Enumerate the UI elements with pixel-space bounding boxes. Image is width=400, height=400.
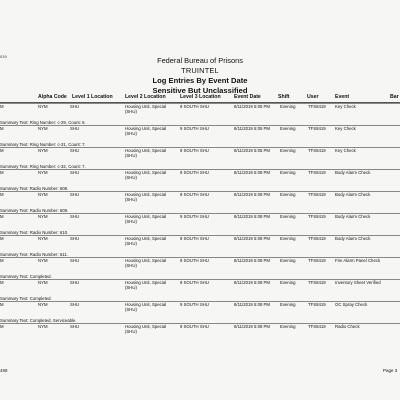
row-marker: M xyxy=(0,126,4,131)
level1-location: SHU xyxy=(70,104,80,109)
shift: Evening xyxy=(280,302,296,307)
alpha-code: NYM xyxy=(38,170,48,175)
event: Body Alarm Check xyxy=(335,236,371,241)
user: TFS8419 xyxy=(308,192,326,197)
level1-location: SHU xyxy=(70,170,80,175)
level1-location: SHU xyxy=(70,324,80,329)
level2-location: Housing Unit, Special (SHU) xyxy=(125,170,167,180)
row-marker: M xyxy=(0,170,4,175)
row-marker: M xyxy=(0,324,4,329)
user: TFS8419 xyxy=(308,214,326,219)
event: Key Check xyxy=(335,104,356,109)
col-user: User xyxy=(307,94,319,100)
event: Body Alarm Check xyxy=(335,170,371,175)
shift: Evening xyxy=(280,324,296,329)
col-level1: Level 1 Location xyxy=(72,94,113,100)
report-header xyxy=(0,56,400,96)
level3-location: 9 SOUTH SHU xyxy=(180,192,209,197)
level2-location: Housing Unit, Special (SHU) xyxy=(125,280,167,290)
level2-location: Housing Unit, Special (SHU) xyxy=(125,148,167,158)
event-date: 8/11/2019 5:08 PM xyxy=(234,192,270,197)
col-bar: Bar xyxy=(390,94,399,100)
event-date: 8/11/2019 5:05 PM xyxy=(234,104,270,109)
user: TFS8419 xyxy=(308,148,326,153)
level3-location: 9 SOUTH SHU xyxy=(180,258,209,263)
summary-text: Summary Text: Radio Number: 611. xyxy=(0,252,68,257)
level1-location: SHU xyxy=(70,302,80,307)
level2-location: Housing Unit, Special (SHU) xyxy=(125,104,167,114)
level3-location: 9 SOUTH SHU xyxy=(180,324,209,329)
shift: Evening xyxy=(280,104,296,109)
level2-location: Housing Unit, Special (SHU) xyxy=(125,324,167,334)
event-date: 8/11/2019 5:08 PM xyxy=(234,280,270,285)
level3-location: 9 SOUTH SHU xyxy=(180,214,209,219)
shift: Evening xyxy=(280,148,296,153)
event: Body Alarm Check xyxy=(335,214,371,219)
shift: Evening xyxy=(280,280,296,285)
level1-location: SHU xyxy=(70,258,80,263)
report-title: Log Entries By Event Date xyxy=(152,76,248,85)
col-level2: Level 2 Location xyxy=(125,94,166,100)
system-name: TRUINTEL xyxy=(181,66,219,75)
event: Inventory Sheet Verified xyxy=(335,280,381,285)
event: OC Spray Check xyxy=(335,302,368,307)
summary-text: Summary Text: Ring Number: c-29, Count: 6. xyxy=(0,120,86,125)
level2-location: Housing Unit, Special (SHU) xyxy=(125,258,167,268)
footer-left: 488 xyxy=(0,368,8,373)
shift: Evening xyxy=(280,170,296,175)
column-headers xyxy=(0,94,400,102)
shift: Evening xyxy=(280,192,296,197)
event-date: 8/11/2019 5:08 PM xyxy=(234,258,270,263)
level1-location: SHU xyxy=(70,280,80,285)
shift: Evening xyxy=(280,126,296,131)
summary-text: Summary Text: Ring Number: c-31, Count: 7. xyxy=(0,142,86,147)
alpha-code: NYM xyxy=(38,302,48,307)
col-level3: Level 3 Location xyxy=(180,94,221,100)
col-shift: Shift xyxy=(278,94,290,100)
shift: Evening xyxy=(280,236,296,241)
summary-text: Summary Text: Ring Number: c-32, Count: 7. xyxy=(0,164,86,169)
summary-text: Summary Text: Radio Number: 609. xyxy=(0,208,69,213)
row-marker: M xyxy=(0,148,4,153)
alpha-code: NYM xyxy=(38,104,48,109)
alpha-code: NYM xyxy=(38,148,48,153)
row-marker: M xyxy=(0,302,4,307)
event: Key Check xyxy=(335,126,356,131)
user: TFS8419 xyxy=(308,126,326,131)
event-date: 8/11/2019 5:08 PM xyxy=(234,302,270,307)
row-marker: M xyxy=(0,280,4,285)
level3-location: 9 SOUTH SHU xyxy=(180,170,209,175)
shift: Evening xyxy=(280,258,296,263)
event: Key Check xyxy=(335,148,356,153)
user: TFS8419 xyxy=(308,280,326,285)
alpha-code: NYM xyxy=(38,192,48,197)
alpha-code: NYM xyxy=(38,324,48,329)
user: TFS8419 xyxy=(308,170,326,175)
event: Body Alarm Check xyxy=(335,192,371,197)
event-date: 8/11/2019 5:08 PM xyxy=(234,214,270,219)
event: Radio Check xyxy=(335,324,360,329)
row-marker: M xyxy=(0,104,4,109)
level2-location: Housing Unit, Special (SHU) xyxy=(125,192,167,202)
level2-location: Housing Unit, Special (SHU) xyxy=(125,302,167,312)
summary-text: Summary Text: Completed. xyxy=(0,296,52,301)
row-marker: M xyxy=(0,258,4,263)
event-date: 8/11/2019 5:05 PM xyxy=(234,126,270,131)
event-date: 8/11/2019 5:08 PM xyxy=(234,170,270,175)
user: TFS8419 xyxy=(308,302,326,307)
level2-location: Housing Unit, Special (SHU) xyxy=(125,236,167,246)
classification-label: Sensitive But Unclassified xyxy=(152,86,248,95)
row-marker: M xyxy=(0,214,4,219)
row-marker: M xyxy=(0,236,4,241)
level2-location: Housing Unit, Special (SHU) xyxy=(125,214,167,224)
level3-location: 9 SOUTH SHU xyxy=(180,302,209,307)
level3-location: 9 SOUTH SHU xyxy=(180,126,209,131)
alpha-code: NYM xyxy=(38,258,48,263)
summary-text: Summary Text: Completed, Serviceable. xyxy=(0,318,77,323)
user: TFS8419 xyxy=(308,324,326,329)
shift: Evening xyxy=(280,214,296,219)
level3-location: 9 SOUTH SHU xyxy=(180,280,209,285)
agency-name: Federal Bureau of Prisons xyxy=(157,56,243,65)
event: Fire Alarm Panel Check xyxy=(335,258,381,263)
col-alpha-code: Alpha Code xyxy=(38,94,67,100)
summary-text: Summary Text: Completed. xyxy=(0,274,52,279)
alpha-code: NYM xyxy=(38,236,48,241)
page-number: Page 3 xyxy=(383,368,398,373)
level2-location: Housing Unit, Special (SHU) xyxy=(125,126,167,136)
level1-location: SHU xyxy=(70,126,80,131)
user: TFS8419 xyxy=(308,258,326,263)
event-date: 8/11/2019 5:08 PM xyxy=(234,324,270,329)
col-event-date: Event Date xyxy=(234,94,261,100)
col-event: Event xyxy=(335,94,350,100)
summary-text: Summary Text: Radio Number: 610. xyxy=(0,230,69,235)
level3-location: 9 SOUTH SHU xyxy=(180,148,209,153)
level1-location: SHU xyxy=(70,192,80,197)
row-marker: M xyxy=(0,192,4,197)
user: TFS8419 xyxy=(308,236,326,241)
user: TFS8419 xyxy=(308,104,326,109)
corner-code: 019 xyxy=(0,54,7,59)
summary-text: Summary Text: Radio Number: 608. xyxy=(0,186,69,191)
level3-location: 9 SOUTH SHU xyxy=(180,104,209,109)
event-date: 8/11/2019 5:05 PM xyxy=(234,148,270,153)
level1-location: SHU xyxy=(70,214,80,219)
alpha-code: NYM xyxy=(38,126,48,131)
level1-location: SHU xyxy=(70,148,80,153)
event-date: 8/11/2019 5:08 PM xyxy=(234,236,270,241)
alpha-code: NYM xyxy=(38,280,48,285)
level1-location: SHU xyxy=(70,236,80,241)
alpha-code: NYM xyxy=(38,214,48,219)
level3-location: 9 SOUTH SHU xyxy=(180,236,209,241)
